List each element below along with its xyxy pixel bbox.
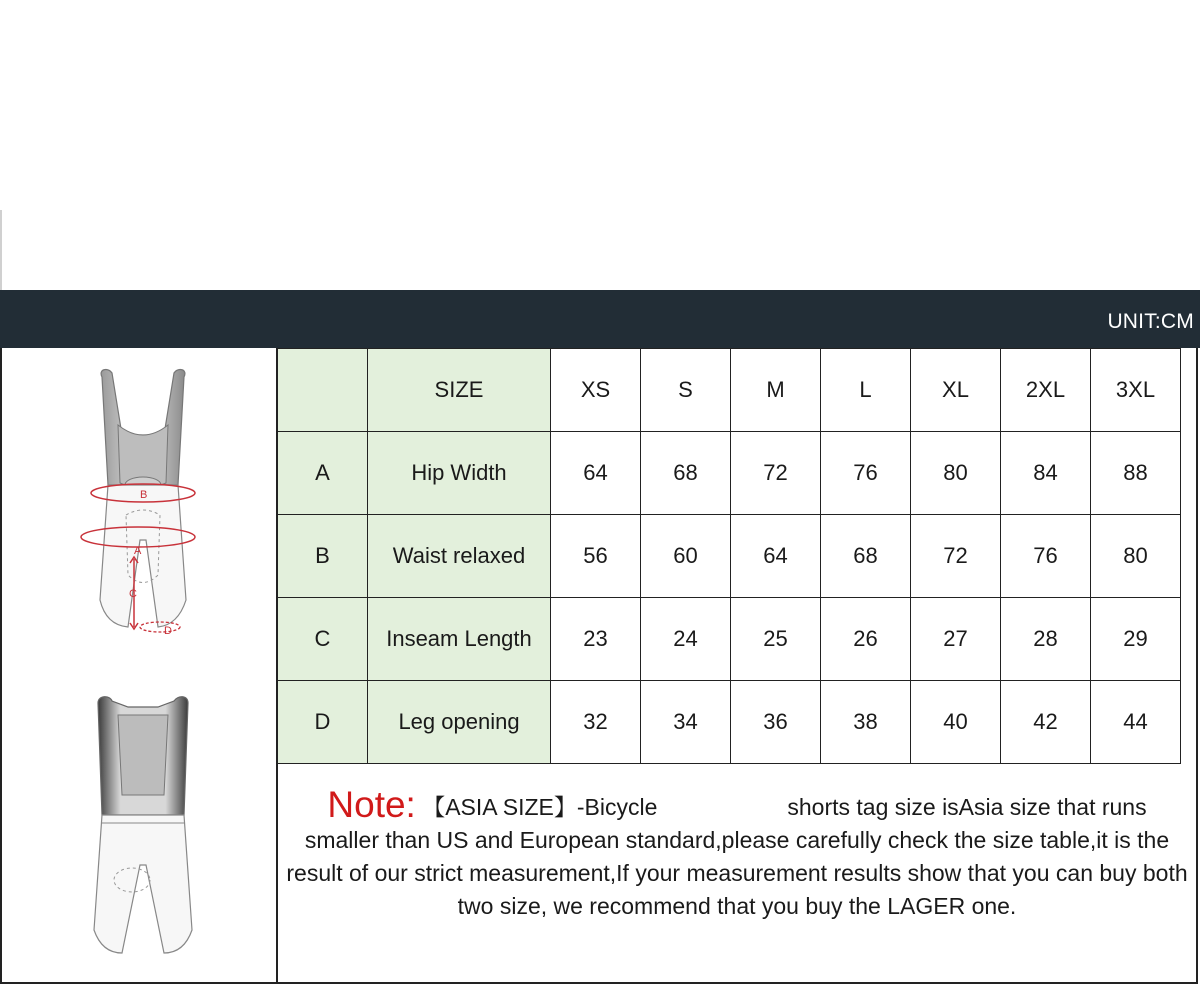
table-cell: 25: [731, 598, 821, 681]
table-row: [278, 432, 1181, 515]
row-measure-name: Hip Width: [368, 432, 551, 515]
size-col-header: 2XL: [1001, 349, 1091, 432]
left-edge-line: [0, 210, 2, 290]
row-letter: A: [278, 432, 368, 515]
table-cell: 44: [1091, 681, 1181, 764]
table-cell: 40: [911, 681, 1001, 764]
table-cell: 28: [1001, 598, 1091, 681]
size-col-header: 3XL: [1091, 349, 1181, 432]
table-cell: 23: [551, 598, 641, 681]
size-col-header: XL: [911, 349, 1001, 432]
table-cell: 64: [731, 515, 821, 598]
size-col-header: XS: [551, 349, 641, 432]
size-header-cell: SIZE: [368, 349, 551, 432]
row-measure-name: Waist relaxed: [368, 515, 551, 598]
header-blank-cell: [278, 349, 368, 432]
size-col-header: L: [821, 349, 911, 432]
svg-text:B: B: [140, 489, 148, 501]
table-cell: 27: [911, 598, 1001, 681]
row-measure-name: Leg opening: [368, 681, 551, 764]
table-cell: 42: [1001, 681, 1091, 764]
table-cell: 56: [551, 515, 641, 598]
header-row: [278, 349, 1181, 432]
table-row: [278, 681, 1181, 764]
table-cell: 84: [1001, 432, 1091, 515]
table-cell: 24: [641, 598, 731, 681]
table-cell: 76: [1001, 515, 1091, 598]
note-asia-size: 【ASIA SIZE】-Bicycle: [422, 794, 658, 820]
table-cell: 32: [551, 681, 641, 764]
table-cell: 72: [911, 515, 1001, 598]
svg-text:C: C: [129, 588, 137, 600]
size-chart-table: [277, 348, 1181, 764]
table-row: [278, 598, 1181, 681]
unit-label: UNIT:CM: [1107, 310, 1194, 333]
size-col-header: S: [641, 349, 731, 432]
table-cell: 68: [641, 432, 731, 515]
unit-header-bar: [0, 290, 1200, 348]
table-cell: 29: [1091, 598, 1181, 681]
table-row: [278, 515, 1181, 598]
size-note: [278, 766, 1196, 982]
bib-shorts-front-icon: [78, 365, 208, 640]
size-col-header: M: [731, 349, 821, 432]
table-cell: 60: [641, 515, 731, 598]
note-label: Note:: [327, 784, 416, 825]
row-letter: D: [278, 681, 368, 764]
table-cell: 76: [821, 432, 911, 515]
table-cell: 68: [821, 515, 911, 598]
table-cell: 80: [1091, 515, 1181, 598]
table-cell: 34: [641, 681, 731, 764]
table-cell: 88: [1091, 432, 1181, 515]
row-letter: C: [278, 598, 368, 681]
row-measure-name: Inseam Length: [368, 598, 551, 681]
svg-text:D: D: [164, 625, 172, 637]
table-cell: 64: [551, 432, 641, 515]
table-cell: 26: [821, 598, 911, 681]
bib-shorts-back-icon: [88, 695, 198, 960]
table-cell: 36: [731, 681, 821, 764]
note-first-line: [278, 784, 1196, 825]
svg-text:A: A: [134, 545, 142, 557]
table-cell: 38: [821, 681, 911, 764]
table-cell: 72: [731, 432, 821, 515]
note-tag-size: shorts tag size isAsia size that runs: [787, 794, 1147, 820]
table-cell: 80: [911, 432, 1001, 515]
note-body: smaller than US and European standard,please carefully check the size table,it is the result of our strict measurement,If your measurement results show that you can buy both two size, we recommend that you buy the LAGER one.: [286, 827, 1188, 919]
row-letter: B: [278, 515, 368, 598]
